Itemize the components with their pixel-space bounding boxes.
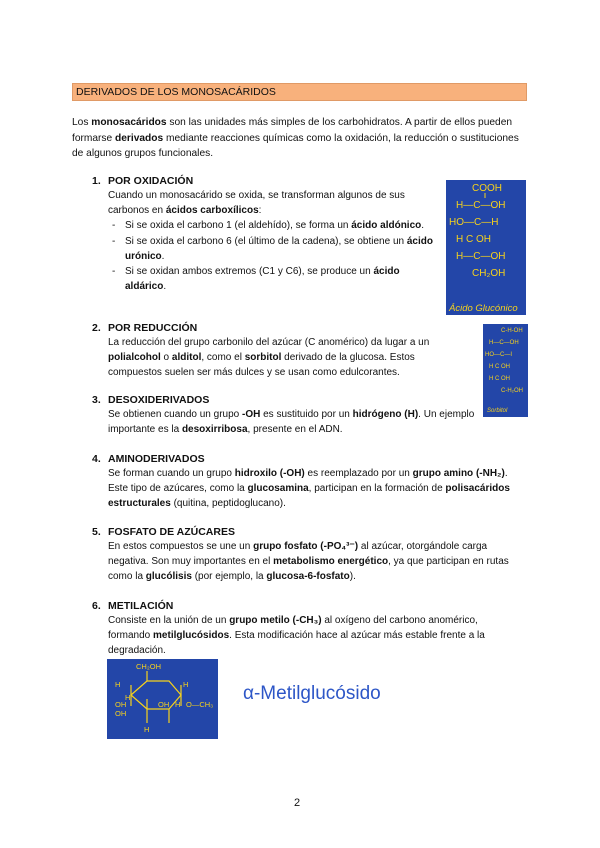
body-bold: ácido aldárico	[125, 266, 400, 293]
sorbitol-figure	[483, 324, 528, 417]
body-text: . Esta modificación hace al azúcar más estable frente a la degradación.	[108, 630, 485, 657]
body-text: Cuando un monosacárido se oxida, se transforman algunos de sus carbonos en	[108, 190, 405, 217]
methylglucoside-figure	[107, 659, 218, 739]
oxidation-list	[108, 218, 442, 294]
intro-paragraph	[72, 115, 532, 162]
struct-label: H	[125, 693, 131, 702]
struct-label: H	[183, 680, 189, 689]
section-body	[108, 466, 522, 512]
body-bold: metilglucósidos	[153, 630, 230, 642]
body-text: Se forman cuando un grupo	[108, 468, 235, 479]
intro-bold: monosacáridos	[91, 117, 167, 128]
body-text: Si se oxida el carbono 1 (el aldehído), se forma un	[125, 220, 352, 232]
body-text: al oxígeno del carbono anomérico, formando	[108, 615, 478, 642]
figure-caption: Sorbitol	[487, 408, 508, 414]
body-text: ).	[349, 571, 356, 583]
sorbitol-structure	[483, 324, 528, 417]
body-bold: metabolismo energético	[273, 556, 389, 568]
section-metilacion	[92, 599, 522, 659]
struct-row: COOH	[472, 183, 502, 194]
body-text: es sustituido por un	[260, 409, 353, 420]
list-item	[108, 234, 442, 264]
section-body	[108, 613, 522, 659]
list-item	[108, 264, 442, 294]
body-bold: grupo metilo (-CH₃)	[229, 615, 322, 626]
body-bold: polialcohol	[108, 352, 161, 364]
struct-row: H C OH	[489, 376, 510, 382]
section-title	[92, 393, 477, 407]
methylglucoside-label: α-Metilglucósido	[243, 683, 381, 704]
body-text: , presente en el ADN.	[247, 424, 343, 436]
section-body	[108, 188, 442, 294]
body-text: derivado de la glucosa. Estos compuestos suelen ser más dulces y se usan como edulcorantes.	[108, 352, 415, 379]
body-text: La reducción del grupo carbonilo del azúcar (C anomérico) da lugar a un	[108, 337, 430, 348]
body-bold: grupo amino (-NH₂)	[412, 468, 505, 479]
page-number: 2	[294, 797, 301, 809]
section-title	[92, 599, 522, 613]
section-header	[72, 83, 527, 101]
section-heading: FOSFATO DE AZÚCARES	[108, 526, 235, 538]
body-bold: -OH	[242, 409, 261, 420]
body-bold: ácidos carboxílicos	[165, 205, 259, 217]
section-number: 4.	[92, 453, 101, 465]
section-title	[92, 321, 467, 335]
struct-label: OH	[115, 709, 127, 718]
struct-row: H—C—OH	[456, 200, 506, 211]
body-bold: grupo fosfato (-PO₄³⁻)	[253, 541, 359, 552]
body-bold: glucosa-6-fosfato	[266, 571, 350, 583]
body-text: Si se oxida el carbono 6 (el último de la cadena), se obtiene un	[125, 235, 407, 247]
body-text: . Un ejemplo importante es la	[108, 409, 475, 436]
body-text: , participan en la formación de	[308, 483, 446, 495]
body-bold: alditol	[171, 352, 202, 364]
struct-row: H C OH	[456, 234, 491, 245]
body-text: Consiste en la unión de un	[108, 615, 230, 626]
body-text: (quitina, peptidoglucano).	[170, 498, 286, 510]
struct-row: H—C—OH	[456, 251, 506, 262]
section-number: 3.	[92, 394, 101, 406]
intro-text: son las unidades más simples de los carbohidratos. A partir de ellos pueden formarse	[72, 117, 513, 144]
body-text: .	[421, 220, 425, 232]
struct-label: CH₂OH	[136, 662, 161, 671]
section-heading: METILACIÓN	[108, 600, 174, 612]
struct-label: OH	[158, 700, 170, 709]
body-bold: glucosamina	[247, 483, 309, 495]
intro-text: mediante reacciones químicas como la oxidación, la reducción o sustituciones de algunos grupos funcionales.	[72, 132, 519, 159]
body-text: . Este tipo de azúcares, como la	[108, 468, 508, 495]
body-text: al azúcar, otorgándole carga negativa. Son muy importantes en el	[108, 541, 488, 568]
section-body	[108, 539, 522, 585]
section-heading: POR REDUCCIÓN	[108, 322, 198, 334]
figure-caption: Ácido Glucónico	[449, 303, 518, 314]
section-heading: DESOXIDERIVADOS	[108, 394, 210, 406]
section-number: 1.	[92, 175, 101, 187]
struct-label: O—CH₃	[186, 700, 214, 709]
body-bold: hidroxilo (-OH)	[234, 468, 305, 479]
section-header-title: DERIVADOS DE LOS MONOSACÁRIDOS	[76, 86, 276, 98]
struct-row: HO—C—H	[449, 217, 499, 228]
body-text: En estos compuestos se une un	[108, 541, 254, 552]
body-text: , ya que participan en rutas como la	[108, 556, 509, 583]
body-bold: glucólisis	[145, 571, 192, 583]
list-item	[108, 218, 442, 233]
section-aminoderivados	[92, 452, 522, 512]
struct-row: H—C—OH	[489, 340, 519, 346]
section-desoxiderivados	[92, 393, 477, 437]
section-oxidacion	[92, 174, 442, 294]
section-heading: POR OXIDACIÓN	[108, 175, 194, 187]
struct-row: C-H₂OH	[501, 388, 523, 394]
body-text: o	[160, 352, 172, 364]
body-text: .	[163, 281, 167, 293]
methylglucoside-structure	[107, 659, 218, 739]
section-title	[92, 452, 522, 466]
ring	[131, 681, 181, 709]
intro-bold: derivados	[115, 132, 164, 144]
struct-row: H C OH	[489, 364, 510, 370]
section-fosfato	[92, 525, 522, 585]
body-bold: hidrógeno (H)	[352, 409, 419, 420]
body-bold: ácido urónico	[125, 235, 433, 262]
body-text: :	[258, 205, 262, 217]
section-title	[92, 525, 522, 539]
section-number: 6.	[92, 600, 101, 612]
body-bold: polisacáridos estructurales	[108, 483, 510, 510]
section-body	[108, 335, 467, 381]
struct-label: H	[115, 680, 121, 689]
body-text: , como el	[201, 352, 245, 364]
section-number: 5.	[92, 526, 101, 538]
section-title	[92, 174, 442, 188]
gluconic-acid-figure	[446, 180, 526, 315]
body-bold: ácido aldónico	[351, 220, 422, 232]
body-text: es reemplazado por un	[304, 468, 413, 479]
struct-label: OH	[115, 700, 127, 709]
body-text: Se obtienen cuando un grupo	[108, 409, 242, 420]
body-text: .	[161, 250, 165, 262]
body-bold: desoxirribosa	[181, 424, 248, 436]
section-reduccion	[92, 321, 467, 381]
body-text: Si se oxidan ambos extremos (C1 y C6), se produce un	[125, 266, 374, 278]
body-text: (por ejemplo, la	[191, 571, 267, 583]
struct-label: H	[144, 725, 150, 734]
section-heading: AMINODERIVADOS	[108, 453, 205, 465]
struct-row: HO—C—I	[485, 352, 512, 358]
intro-text: Los	[72, 117, 92, 128]
section-number: 2.	[92, 322, 101, 334]
struct-label: H	[175, 700, 181, 709]
body-bold: sorbitol	[244, 352, 282, 364]
gluconic-acid-structure	[446, 180, 526, 315]
struct-row: C-H-OH	[501, 328, 523, 334]
section-body	[108, 407, 477, 437]
struct-row: CH₂OH	[472, 268, 506, 279]
